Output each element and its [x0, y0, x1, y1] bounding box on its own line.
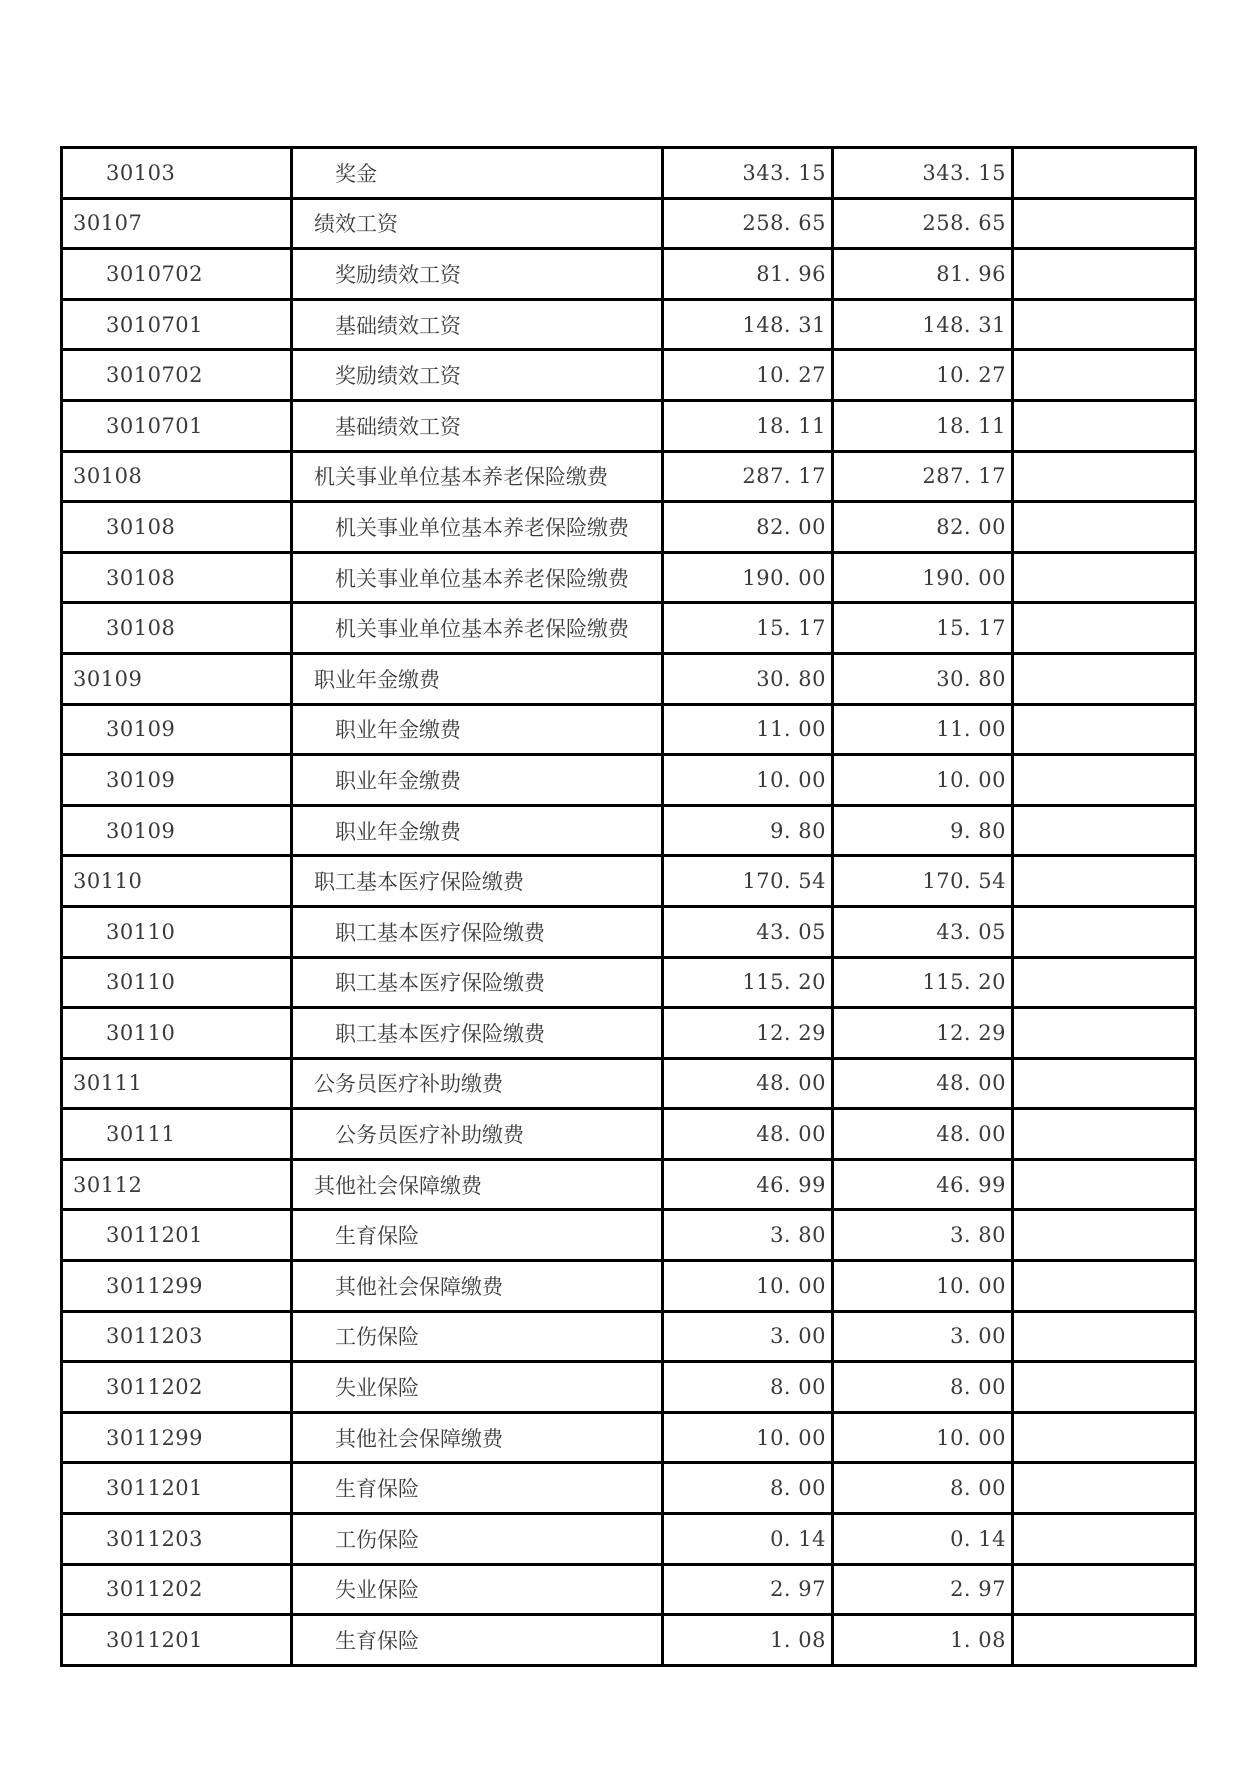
- table-row: [62, 1362, 1196, 1413]
- amount-cell: 43. 05: [663, 906, 833, 957]
- amount-cell: 15. 17: [663, 603, 833, 654]
- code-cell: 3010702: [62, 249, 292, 300]
- empty-cell: [1013, 1159, 1196, 1210]
- empty-cell: [1013, 451, 1196, 502]
- table-row: [62, 1109, 1196, 1160]
- amount-cell: 8. 00: [663, 1362, 833, 1413]
- empty-cell: [1013, 249, 1196, 300]
- empty-cell: [1013, 1362, 1196, 1413]
- amount-cell: 1. 08: [663, 1615, 833, 1666]
- name-cell: 职业年金缴费: [292, 704, 663, 755]
- name-cell: 失业保险: [292, 1362, 663, 1413]
- amount-cell: 258. 65: [663, 198, 833, 249]
- empty-cell: [1013, 148, 1196, 199]
- code-cell: 3011201: [62, 1210, 292, 1261]
- name-cell: 职工基本医疗保险缴费: [292, 856, 663, 907]
- table-row: [62, 198, 1196, 249]
- name-cell: 其他社会保障缴费: [292, 1261, 663, 1312]
- table-row: [62, 805, 1196, 856]
- amount2-cell: 48. 00: [833, 1109, 1013, 1160]
- name-cell: 奖励绩效工资: [292, 350, 663, 401]
- amount2-cell: 18. 11: [833, 400, 1013, 451]
- table-row: [62, 856, 1196, 907]
- amount2-cell: 170. 54: [833, 856, 1013, 907]
- amount-cell: 287. 17: [663, 451, 833, 502]
- code-cell: 3011299: [62, 1261, 292, 1312]
- code-cell: 30103: [62, 148, 292, 199]
- empty-cell: [1013, 1109, 1196, 1160]
- name-cell: 奖金: [292, 148, 663, 199]
- amount2-cell: 10. 00: [833, 1412, 1013, 1463]
- amount-cell: 8. 00: [663, 1463, 833, 1514]
- code-cell: 30111: [62, 1109, 292, 1160]
- amount-cell: 115. 20: [663, 957, 833, 1008]
- code-cell: 30108: [62, 502, 292, 553]
- amount-cell: 11. 00: [663, 704, 833, 755]
- amount2-cell: 46. 99: [833, 1159, 1013, 1210]
- table-row: [62, 451, 1196, 502]
- table-row: [62, 1412, 1196, 1463]
- amount2-cell: 8. 00: [833, 1463, 1013, 1514]
- code-cell: 3011203: [62, 1514, 292, 1565]
- name-cell: 基础绩效工资: [292, 400, 663, 451]
- name-cell: 职工基本医疗保险缴费: [292, 1008, 663, 1059]
- code-cell: 30110: [62, 1008, 292, 1059]
- empty-cell: [1013, 552, 1196, 603]
- empty-cell: [1013, 502, 1196, 553]
- amount-cell: 18. 11: [663, 400, 833, 451]
- code-cell: 3010701: [62, 400, 292, 451]
- amount2-cell: 190. 00: [833, 552, 1013, 603]
- amount2-cell: 3. 00: [833, 1311, 1013, 1362]
- name-cell: 绩效工资: [292, 198, 663, 249]
- code-cell: 3010701: [62, 299, 292, 350]
- table-row: [62, 1615, 1196, 1666]
- amount-cell: 190. 00: [663, 552, 833, 603]
- code-cell: 30108: [62, 552, 292, 603]
- name-cell: 其他社会保障缴费: [292, 1412, 663, 1463]
- name-cell: 生育保险: [292, 1463, 663, 1514]
- code-cell: 3011202: [62, 1362, 292, 1413]
- amount2-cell: 258. 65: [833, 198, 1013, 249]
- empty-cell: [1013, 1058, 1196, 1109]
- name-cell: 生育保险: [292, 1210, 663, 1261]
- budget-table-body: [62, 148, 1196, 1666]
- code-cell: 3011201: [62, 1463, 292, 1514]
- name-cell: 职工基本医疗保险缴费: [292, 957, 663, 1008]
- name-cell: 公务员医疗补助缴费: [292, 1109, 663, 1160]
- code-cell: 3011201: [62, 1615, 292, 1666]
- table-row: [62, 653, 1196, 704]
- empty-cell: [1013, 299, 1196, 350]
- code-cell: 30108: [62, 451, 292, 502]
- amount-cell: 170. 54: [663, 856, 833, 907]
- empty-cell: [1013, 1412, 1196, 1463]
- amount-cell: 82. 00: [663, 502, 833, 553]
- amount2-cell: 9. 80: [833, 805, 1013, 856]
- amount2-cell: 287. 17: [833, 451, 1013, 502]
- amount2-cell: 3. 80: [833, 1210, 1013, 1261]
- table-row: [62, 603, 1196, 654]
- name-cell: 工伤保险: [292, 1311, 663, 1362]
- code-cell: 3011299: [62, 1412, 292, 1463]
- code-cell: 30109: [62, 805, 292, 856]
- code-cell: 30112: [62, 1159, 292, 1210]
- code-cell: 30110: [62, 957, 292, 1008]
- amount2-cell: 43. 05: [833, 906, 1013, 957]
- empty-cell: [1013, 653, 1196, 704]
- name-cell: 机关事业单位基本养老保险缴费: [292, 552, 663, 603]
- amount2-cell: 8. 00: [833, 1362, 1013, 1413]
- code-cell: 30110: [62, 856, 292, 907]
- name-cell: 公务员医疗补助缴费: [292, 1058, 663, 1109]
- table-row: [62, 502, 1196, 553]
- empty-cell: [1013, 856, 1196, 907]
- name-cell: 工伤保险: [292, 1514, 663, 1565]
- amount2-cell: 343. 15: [833, 148, 1013, 199]
- empty-cell: [1013, 1564, 1196, 1615]
- amount-cell: 2. 97: [663, 1564, 833, 1615]
- empty-cell: [1013, 1008, 1196, 1059]
- table-row: [62, 755, 1196, 806]
- name-cell: 基础绩效工资: [292, 299, 663, 350]
- code-cell: 30110: [62, 906, 292, 957]
- empty-cell: [1013, 1463, 1196, 1514]
- name-cell: 机关事业单位基本养老保险缴费: [292, 451, 663, 502]
- budget-table: [60, 146, 1197, 1667]
- code-cell: 30107: [62, 198, 292, 249]
- table-row: [62, 350, 1196, 401]
- amount2-cell: 115. 20: [833, 957, 1013, 1008]
- name-cell: 失业保险: [292, 1564, 663, 1615]
- amount-cell: 30. 80: [663, 653, 833, 704]
- code-cell: 30108: [62, 603, 292, 654]
- amount2-cell: 81. 96: [833, 249, 1013, 300]
- empty-cell: [1013, 1210, 1196, 1261]
- name-cell: 机关事业单位基本养老保险缴费: [292, 502, 663, 553]
- amount2-cell: 10. 00: [833, 1261, 1013, 1312]
- empty-cell: [1013, 400, 1196, 451]
- code-cell: 3011202: [62, 1564, 292, 1615]
- empty-cell: [1013, 755, 1196, 806]
- table-row: [62, 299, 1196, 350]
- table-row: [62, 148, 1196, 199]
- amount-cell: 81. 96: [663, 249, 833, 300]
- amount2-cell: 30. 80: [833, 653, 1013, 704]
- code-cell: 3011203: [62, 1311, 292, 1362]
- table-row: [62, 1311, 1196, 1362]
- amount2-cell: 11. 00: [833, 704, 1013, 755]
- table-row: [62, 1514, 1196, 1565]
- amount-cell: 343. 15: [663, 148, 833, 199]
- amount2-cell: 0. 14: [833, 1514, 1013, 1565]
- table-row: [62, 1058, 1196, 1109]
- table-row: [62, 1463, 1196, 1514]
- amount2-cell: 48. 00: [833, 1058, 1013, 1109]
- empty-cell: [1013, 704, 1196, 755]
- table-row: [62, 400, 1196, 451]
- table-row: [62, 249, 1196, 300]
- name-cell: 职工基本医疗保险缴费: [292, 906, 663, 957]
- amount2-cell: 148. 31: [833, 299, 1013, 350]
- amount2-cell: 12. 29: [833, 1008, 1013, 1059]
- empty-cell: [1013, 350, 1196, 401]
- amount-cell: 148. 31: [663, 299, 833, 350]
- name-cell: 职业年金缴费: [292, 755, 663, 806]
- amount-cell: 12. 29: [663, 1008, 833, 1059]
- table-row: [62, 1261, 1196, 1312]
- name-cell: 职业年金缴费: [292, 653, 663, 704]
- table-row: [62, 957, 1196, 1008]
- table-row: [62, 1008, 1196, 1059]
- name-cell: 奖励绩效工资: [292, 249, 663, 300]
- empty-cell: [1013, 603, 1196, 654]
- amount2-cell: 10. 00: [833, 755, 1013, 806]
- code-cell: 3010702: [62, 350, 292, 401]
- empty-cell: [1013, 1514, 1196, 1565]
- amount-cell: 46. 99: [663, 1159, 833, 1210]
- amount-cell: 0. 14: [663, 1514, 833, 1565]
- amount-cell: 10. 00: [663, 755, 833, 806]
- table-row: [62, 1564, 1196, 1615]
- code-cell: 30109: [62, 653, 292, 704]
- code-cell: 30109: [62, 704, 292, 755]
- empty-cell: [1013, 906, 1196, 957]
- amount-cell: 10. 00: [663, 1412, 833, 1463]
- table-row: [62, 906, 1196, 957]
- name-cell: 机关事业单位基本养老保险缴费: [292, 603, 663, 654]
- name-cell: 职业年金缴费: [292, 805, 663, 856]
- amount-cell: 3. 80: [663, 1210, 833, 1261]
- amount-cell: 10. 00: [663, 1261, 833, 1312]
- name-cell: 生育保险: [292, 1615, 663, 1666]
- table-row: [62, 552, 1196, 603]
- amount2-cell: 10. 27: [833, 350, 1013, 401]
- amount-cell: 48. 00: [663, 1109, 833, 1160]
- name-cell: 其他社会保障缴费: [292, 1159, 663, 1210]
- table-row: [62, 1159, 1196, 1210]
- table-row: [62, 1210, 1196, 1261]
- amount2-cell: 1. 08: [833, 1615, 1013, 1666]
- table-row: [62, 704, 1196, 755]
- code-cell: 30109: [62, 755, 292, 806]
- code-cell: 30111: [62, 1058, 292, 1109]
- empty-cell: [1013, 805, 1196, 856]
- amount-cell: 48. 00: [663, 1058, 833, 1109]
- amount-cell: 3. 00: [663, 1311, 833, 1362]
- amount2-cell: 15. 17: [833, 603, 1013, 654]
- amount2-cell: 82. 00: [833, 502, 1013, 553]
- empty-cell: [1013, 1615, 1196, 1666]
- amount-cell: 9. 80: [663, 805, 833, 856]
- amount-cell: 10. 27: [663, 350, 833, 401]
- empty-cell: [1013, 1311, 1196, 1362]
- amount2-cell: 2. 97: [833, 1564, 1013, 1615]
- empty-cell: [1013, 1261, 1196, 1312]
- empty-cell: [1013, 957, 1196, 1008]
- empty-cell: [1013, 198, 1196, 249]
